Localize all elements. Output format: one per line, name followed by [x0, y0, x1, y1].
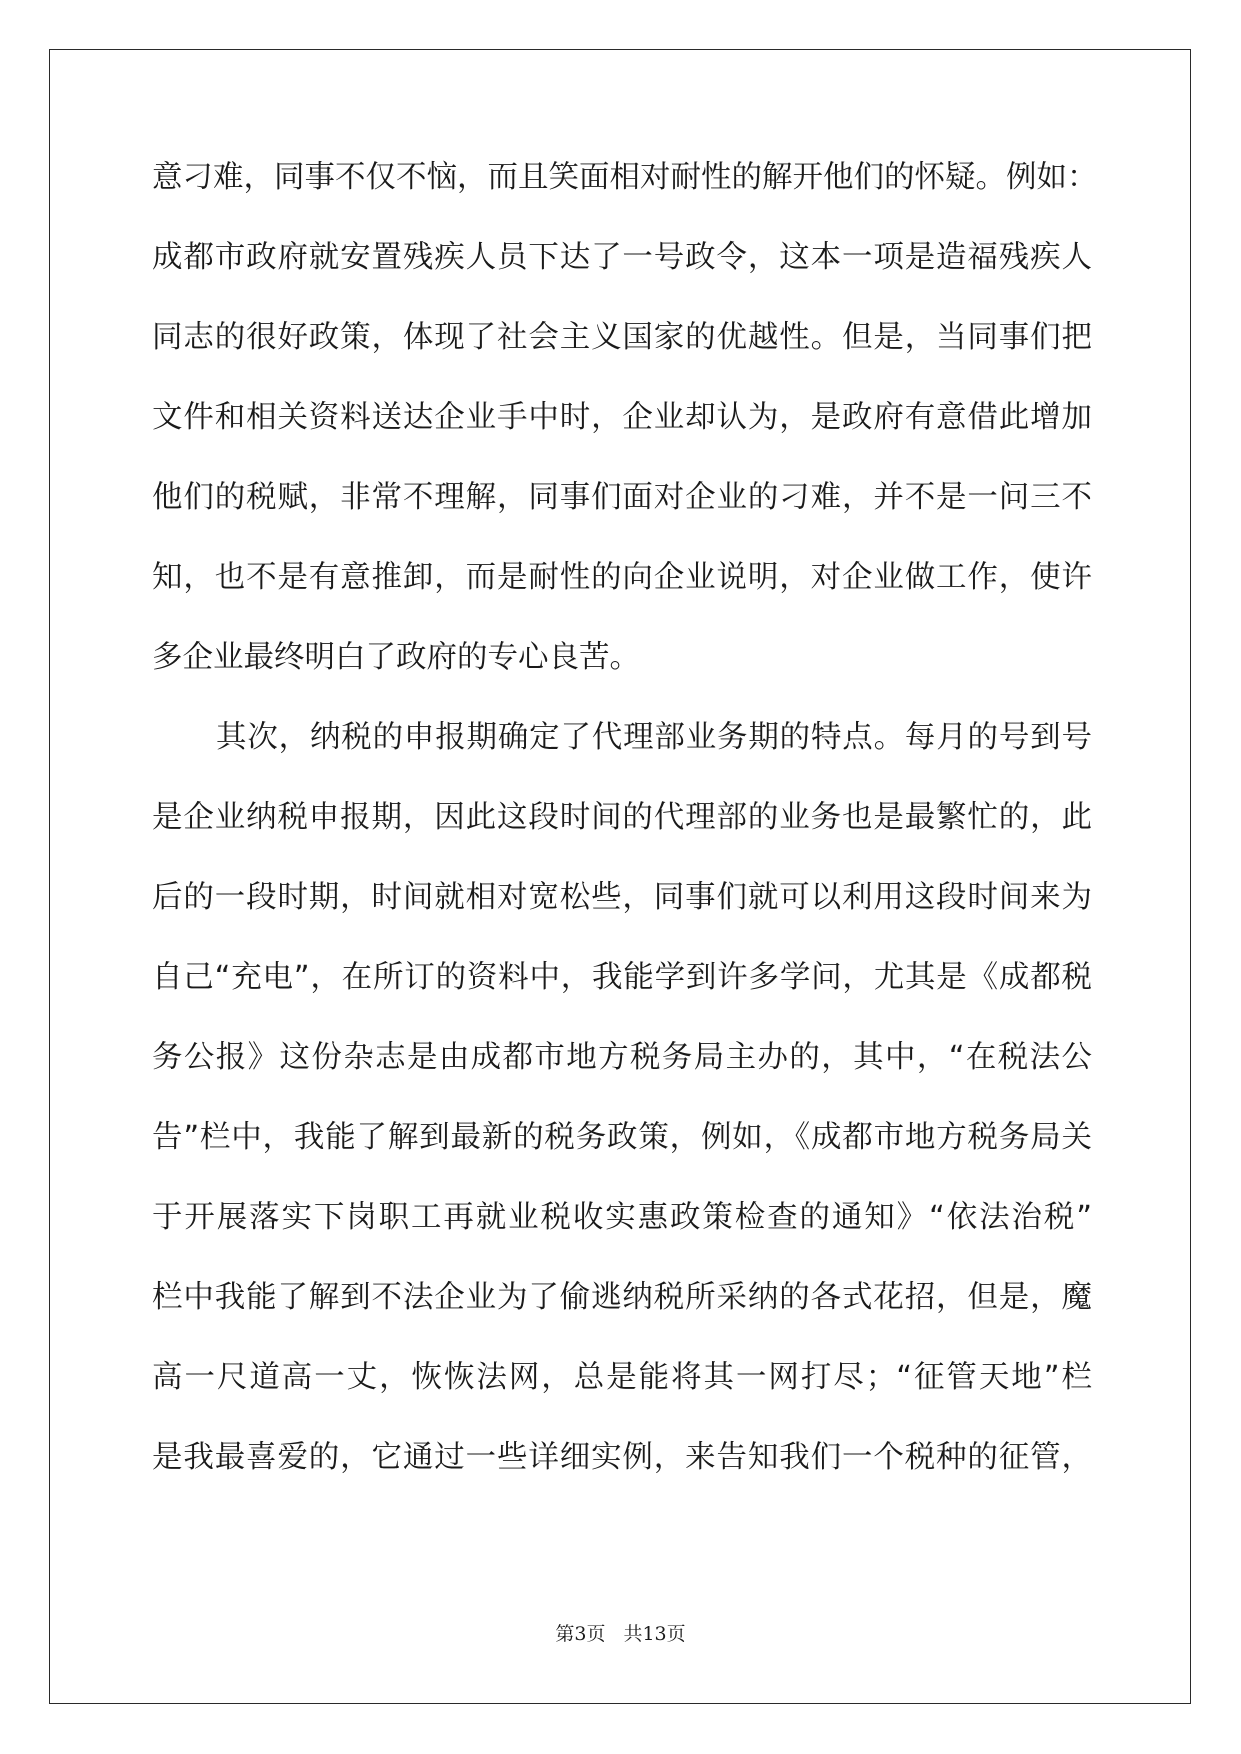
text-line: 高一尺道高一丈，恢恢法网，总是能将其一网打尽；“征管天地”栏	[152, 1360, 1092, 1395]
page-number: 第3页	[555, 1623, 606, 1645]
text-line: 知，也不是有意推卸，而是耐性的向企业说明，对企业做工作，使许	[152, 560, 1092, 595]
paragraph-first-line: 其次，纳税的申报期确定了代理部业务期的特点。每月的号到号	[216, 720, 1092, 755]
page-footer	[0, 1622, 1241, 1646]
text-line: 多企业最终明白了政府的专心良苦。	[152, 640, 640, 675]
page-total: 共13页	[623, 1623, 686, 1645]
text-line: 成都市政府就安置残疾人员下达了一号政令，这本一项是造福残疾人	[152, 240, 1092, 275]
text-line: 务公报》这份杂志是由成都市地方税务局主办的，其中，“在税法公	[152, 1040, 1092, 1075]
text-line: 意刁难，同事不仅不恼，而且笑面相对耐性的解开他们的怀疑。例如：	[152, 160, 1098, 195]
text-line: 是我最喜爱的，它通过一些详细实例，来告知我们一个税种的征管，	[152, 1440, 1092, 1475]
text-line: 后的一段时期，时间就相对宽松些，同事们就可以利用这段时间来为	[152, 880, 1092, 915]
text-line: 于开展落实下岗职工再就业税收实惠政策检查的通知》“依法治税”	[152, 1200, 1092, 1235]
text-line: 告”栏中，我能了解到最新的税务政策，例如，《成都市地方税务局关	[152, 1120, 1092, 1155]
text-line: 是企业纳税申报期，因此这段时间的代理部的业务也是最繁忙的，此	[152, 800, 1092, 835]
text-line: 同志的很好政策，体现了社会主义国家的优越性。但是，当同事们把	[152, 320, 1092, 355]
text-line: 自己“充电”，在所订的资料中，我能学到许多学问，尤其是《成都税	[152, 960, 1092, 995]
text-line: 他们的税赋，非常不理解，同事们面对企业的刁难，并不是一问三不	[152, 480, 1092, 515]
text-line: 文件和相关资料送达企业手中时，企业却认为，是政府有意借此增加	[152, 400, 1092, 435]
text-line: 栏中我能了解到不法企业为了偷逃纳税所采纳的各式花招，但是，魔	[152, 1280, 1092, 1315]
document-body	[152, 158, 1098, 1518]
